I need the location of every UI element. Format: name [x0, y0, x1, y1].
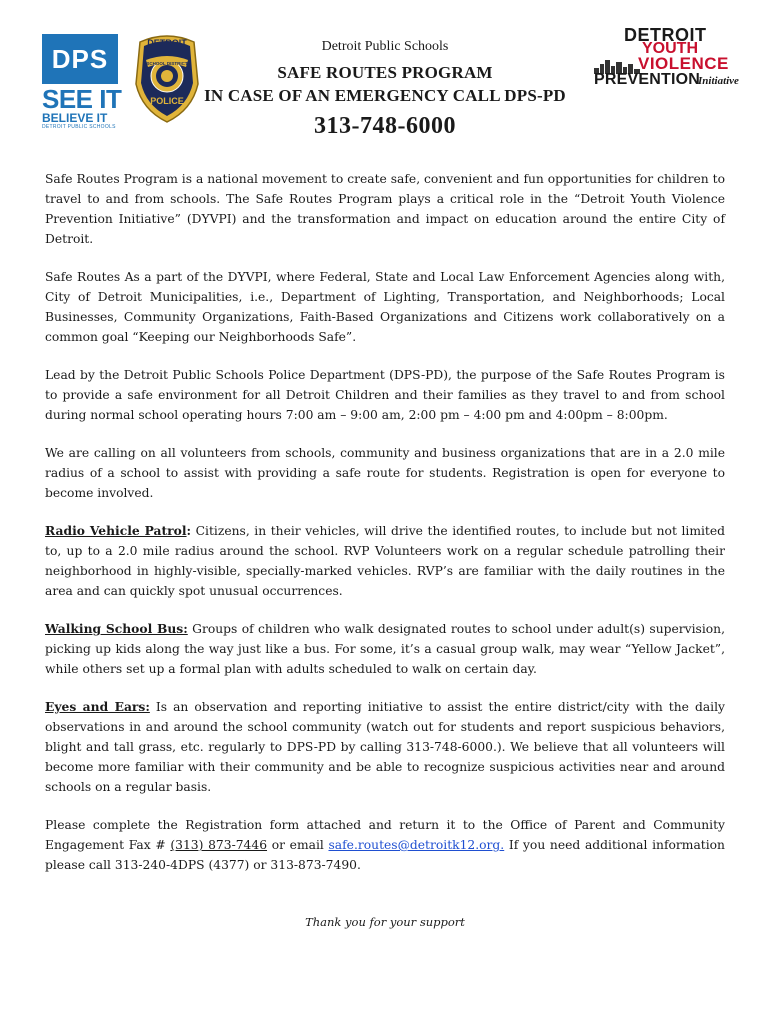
program-title: SAFE ROUTES PROGRAM — [277, 63, 493, 82]
dyvpi-logo — [594, 26, 746, 92]
eyes-and-ears-heading: Eyes and Ears: — [45, 699, 150, 714]
paragraph-call-volunteers: We are calling on all volunteers from schools, community and business organizations that are in a 2.0 mile radius of a school to assist with providing a safe route for students. Registration is open for everyone to become involved. — [45, 446, 725, 500]
walking-school-bus-heading: Walking School Bus: — [45, 621, 188, 636]
dyvpi-prevention: PREVENTION — [594, 71, 701, 88]
emergency-phone: 313-748-6000 — [314, 113, 456, 139]
paragraph-dyvpi: Safe Routes As a part of the DYVPI, where Federal, State and Local Law Enforcement Agencies along with, City of Detroit Municipalities, i.e., Department of Lighting, Transportation, and Neighborhoods; Local Businesses, Community Organizations, Faith-Based Organizations and Citizens work collaboratively on a common goal “Keeping our Neighborhoods Safe”. — [45, 270, 725, 344]
heading-colon: : — [186, 523, 192, 538]
dyvpi-youth: YOUTH — [642, 40, 698, 57]
heading-block — [200, 38, 570, 140]
paragraph-purpose: Lead by the Detroit Public Schools Police Department (DPS-PD), the purpose of the Safe Routes Program is to provide a safe environment for all Detroit Children and their families as they travel to and from school during normal school operating hours 7:00 am – 9:00 am, 2:00 pm – 4:00 pm and 4:00pm – 8:00pm. — [45, 368, 725, 422]
paragraph-registration — [45, 815, 725, 875]
paragraph-intro: Safe Routes Program is a national movement to create safe, convenient and fun opportunities for children to travel to and from schools. The Safe Routes Program plays a critical role in the “Detroit Youth Violence Prevention Initiative” (DYVPI) and the transformation and impact on education around the entire City of Detroit. — [45, 172, 725, 246]
dps-logo-see-it: SEE IT — [42, 84, 122, 114]
dyvpi-initiative: Initiative — [698, 75, 739, 87]
dps-logo-subtitle: DETROIT PUBLIC SCHOOLS — [42, 124, 116, 130]
eyes-and-ears-text: Is an observation and reporting initiative to assist the entire district/city with the daily observations in and around the school community (watch out for students and report suspicious behaviors, blight and tall grass, etc. regularly to DPS-PD by calling 313-748-6000.). We believe that all volunteers will become more familiar with their community and be able to recognize suspicious activities near and around schools on a regular basis. — [45, 700, 725, 794]
registration-text-end: If you need additional information please call 313-240-4DPS (4377) or 313-873-7490. — [45, 838, 725, 872]
letter-body — [45, 169, 725, 893]
badge-bottom-text: POLICE — [150, 96, 184, 106]
email-link[interactable]: safe.routes@detroitk12.org. — [328, 838, 505, 852]
registration-text-start: Please complete the Registration form attached and return it to the Office of Parent and Community Engagement Fax # — [45, 818, 725, 852]
thank-you-note: Thank you for your support — [305, 915, 465, 929]
school-district-police-badge-icon — [132, 32, 202, 124]
radio-vehicle-patrol-text: Citizens, in their vehicles, will drive the identified routes, to include but not limited to, up to a 2.0 mile radius around the school. RVP Volunteers work on a regular schedule patrolling their neighborhood in highly-visible, specially-marked vehicles. RVP’s are familiar with the daily routines in the area and can quickly spot unusual occurrences. — [45, 524, 726, 598]
paragraph-eyes-and-ears — [45, 697, 725, 797]
dps-logo-box: DPS — [42, 34, 118, 84]
badge-top-text: DETROIT — [147, 38, 187, 48]
fax-number: (313) 873-7446 — [170, 838, 268, 852]
dps-logo-believe-it: BELIEVE IT — [42, 111, 108, 125]
paragraph-walking-school-bus — [45, 619, 725, 679]
badge-ribbon-text: SCHOOL DISTRICT — [146, 61, 188, 66]
org-name: Detroit Public Schools — [321, 39, 449, 54]
dyvpi-detroit: DETROIT — [624, 25, 707, 45]
registration-text-middle: or email — [267, 838, 329, 852]
emergency-line: IN CASE OF AN EMERGENCY CALL DPS-PD — [204, 86, 566, 105]
dyvpi-violence: VIOLENCE — [638, 54, 729, 73]
paragraph-radio-vehicle-patrol — [45, 521, 725, 601]
walking-school-bus-text: Groups of children who walk designated routes to school under adult(s) supervision, picking up kids along the way just like a bus. For some, it’s a casual group walk, may wear “Yellow Jacket”, while others set up a formal plan with adults scheduled to walk on certain day. — [45, 622, 725, 676]
dps-see-it-believe-it-logo — [42, 34, 122, 130]
radio-vehicle-patrol-heading: Radio Vehicle Patrol — [45, 523, 187, 538]
letterhead — [0, 0, 770, 160]
